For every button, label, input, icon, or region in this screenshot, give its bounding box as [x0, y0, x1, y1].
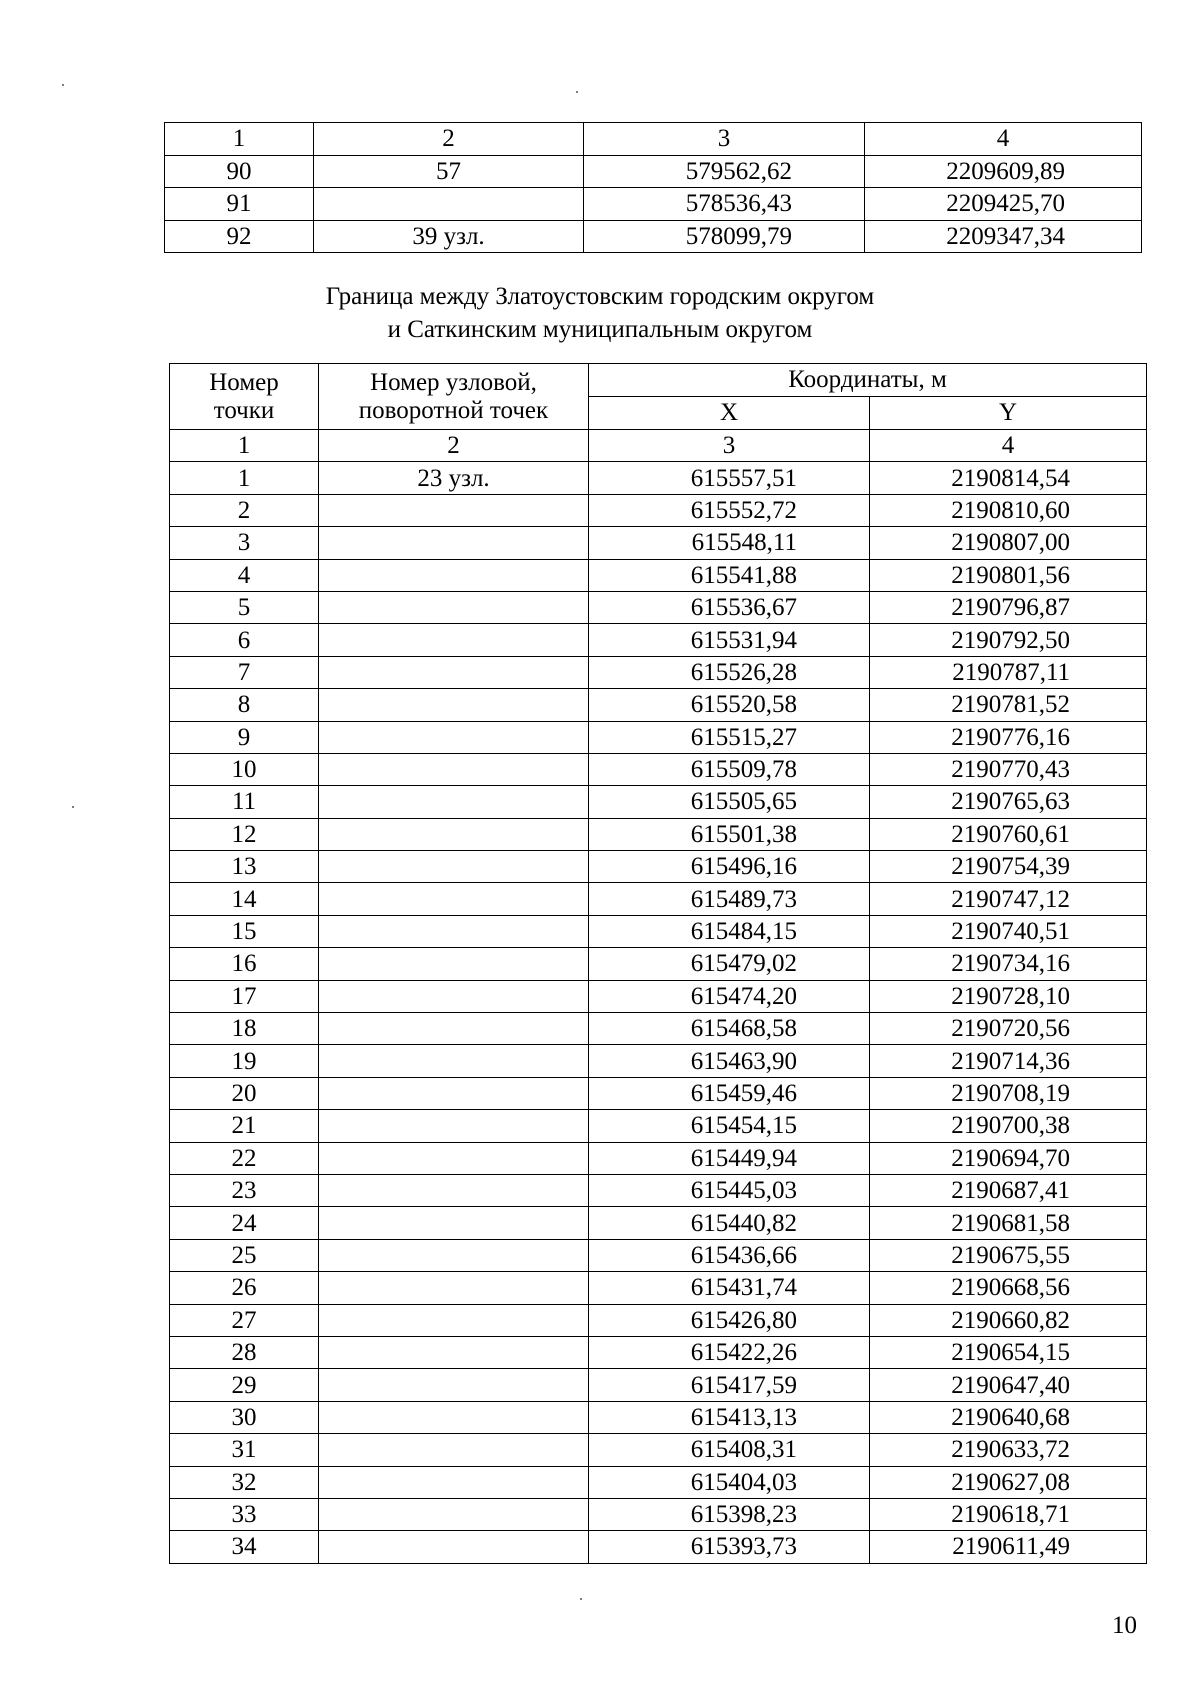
- cell-node: [314, 188, 584, 221]
- cell-y: 2190640,68: [870, 1401, 1147, 1433]
- cell-point: 21: [170, 1110, 319, 1142]
- column-number-cell: 3: [589, 430, 870, 462]
- cell-point: 25: [170, 1239, 319, 1271]
- cell-node: 57: [314, 155, 584, 188]
- cell-y: 2190654,15: [870, 1336, 1147, 1368]
- table-row: [170, 591, 1147, 623]
- table-row: [170, 1013, 1147, 1045]
- table-row: [170, 462, 1147, 494]
- cell-x: 615509,78: [589, 753, 870, 785]
- cell-node: [319, 1239, 589, 1271]
- cell-point: 31: [170, 1434, 319, 1466]
- cell-x: 615449,94: [589, 1142, 870, 1174]
- cell-x: 615413,13: [589, 1401, 870, 1433]
- table-row: [170, 721, 1147, 753]
- cell-x: 615436,66: [589, 1239, 870, 1271]
- table-row: [170, 786, 1147, 818]
- cell-y: 2190740,51: [870, 915, 1147, 947]
- table-row: [170, 1142, 1147, 1174]
- table-row: [165, 188, 1142, 221]
- section-title: [0, 280, 1200, 346]
- table-row: [170, 1336, 1147, 1368]
- header-row: [170, 364, 1147, 397]
- cell-y: 2190675,55: [870, 1239, 1147, 1271]
- cell-node: [319, 559, 589, 591]
- table-row: [170, 915, 1147, 947]
- cell-point: 29: [170, 1369, 319, 1401]
- cell-node: [319, 1077, 589, 1109]
- cell-node: [319, 1110, 589, 1142]
- cell-x: 615463,90: [589, 1045, 870, 1077]
- column-number-cell: 2: [319, 430, 589, 462]
- scan-speck: [72, 806, 74, 808]
- cell-point: 28: [170, 1336, 319, 1368]
- cell-x: 615505,65: [589, 786, 870, 818]
- cell-x: 615489,73: [589, 883, 870, 915]
- cell-x: 615431,74: [589, 1272, 870, 1304]
- cell-y: 2190754,39: [870, 851, 1147, 883]
- cell-point: 4: [170, 559, 319, 591]
- cell-node: [319, 1142, 589, 1174]
- cell-x: 615454,15: [589, 1110, 870, 1142]
- section-title-line: Граница между Златоустовским городским округом: [325, 283, 875, 310]
- header-x: X: [589, 397, 870, 430]
- cell-x: 615552,72: [589, 494, 870, 526]
- cell-point: 32: [170, 1466, 319, 1498]
- cell-y: 2190728,10: [870, 980, 1147, 1012]
- cell-x: 615408,31: [589, 1434, 870, 1466]
- table-row: [170, 980, 1147, 1012]
- table-row: [170, 948, 1147, 980]
- table-row: [170, 1369, 1147, 1401]
- column-number-row: [170, 430, 1147, 462]
- cell-x: 615426,80: [589, 1304, 870, 1336]
- scan-speck: [580, 1598, 582, 1600]
- cell-y: 2190801,56: [870, 559, 1147, 591]
- cell-y: 2190660,82: [870, 1304, 1147, 1336]
- cell-node: [319, 883, 589, 915]
- cell-y: 2190781,52: [870, 689, 1147, 721]
- table-row: [165, 155, 1142, 188]
- cell-y: 2190734,16: [870, 948, 1147, 980]
- cell-y: 2190776,16: [870, 721, 1147, 753]
- table-row: [170, 1531, 1147, 1563]
- cell-node: [319, 980, 589, 1012]
- cell-node: [319, 721, 589, 753]
- cell-x: 615548,11: [589, 527, 870, 559]
- cell-node: [319, 591, 589, 623]
- cell-node: [319, 948, 589, 980]
- cell-y: 2190720,56: [870, 1013, 1147, 1045]
- table-row: [170, 1045, 1147, 1077]
- cell-point: 18: [170, 1013, 319, 1045]
- cell-point: 22: [170, 1142, 319, 1174]
- cell-node: [319, 786, 589, 818]
- table-row: [170, 494, 1147, 526]
- table-row: [165, 220, 1142, 253]
- cell-point: 23: [170, 1174, 319, 1206]
- cell-y: 2190618,71: [870, 1498, 1147, 1530]
- cell-x: 615520,58: [589, 689, 870, 721]
- cell-node: [319, 494, 589, 526]
- cell-node: [319, 1336, 589, 1368]
- cell-point: 12: [170, 818, 319, 850]
- column-number-cell: 4: [865, 123, 1142, 156]
- header-node-number: Номер узловой, поворотной точек: [319, 364, 589, 430]
- cell-point: 19: [170, 1045, 319, 1077]
- cell-node: [319, 1304, 589, 1336]
- cell-y: 2190694,70: [870, 1142, 1147, 1174]
- cell-x: 578536,43: [584, 188, 865, 221]
- column-number-row: [165, 123, 1142, 156]
- cell-y: 2190760,61: [870, 818, 1147, 850]
- column-number-cell: 3: [584, 123, 865, 156]
- cell-x: 615536,67: [589, 591, 870, 623]
- cell-node: [319, 1434, 589, 1466]
- cell-node: [319, 1401, 589, 1433]
- table-row: [170, 1304, 1147, 1336]
- cell-point: 15: [170, 915, 319, 947]
- cell-point: 8: [170, 689, 319, 721]
- cell-point: 5: [170, 591, 319, 623]
- table-row: [170, 1434, 1147, 1466]
- cell-x: 615496,16: [589, 851, 870, 883]
- cell-node: 39 узл.: [314, 220, 584, 253]
- cell-y: 2190807,00: [870, 527, 1147, 559]
- cell-node: [319, 624, 589, 656]
- table-row: [170, 1110, 1147, 1142]
- cell-point: 33: [170, 1498, 319, 1530]
- cell-point: 11: [170, 786, 319, 818]
- cell-x: 578099,79: [584, 220, 865, 253]
- table-row: [170, 1466, 1147, 1498]
- page-number: 10: [1112, 1612, 1137, 1639]
- cell-node: [319, 851, 589, 883]
- table-row: [170, 883, 1147, 915]
- cell-point: 24: [170, 1207, 319, 1239]
- cell-point: 1: [170, 462, 319, 494]
- cell-y: 2190700,38: [870, 1110, 1147, 1142]
- cell-node: [319, 915, 589, 947]
- cell-node: [319, 1466, 589, 1498]
- cell-point: 17: [170, 980, 319, 1012]
- table-row: [170, 559, 1147, 591]
- cell-point: 34: [170, 1531, 319, 1563]
- cell-y: 2190714,36: [870, 1045, 1147, 1077]
- cell-y: 2190810,60: [870, 494, 1147, 526]
- cell-y: 2190668,56: [870, 1272, 1147, 1304]
- cell-node: 23 узл.: [319, 462, 589, 494]
- cell-x: 615393,73: [589, 1531, 870, 1563]
- cell-y: 2190814,54: [870, 462, 1147, 494]
- cell-node: [319, 527, 589, 559]
- section-title-line: и Саткинским муниципальным округом: [387, 316, 813, 343]
- cell-node: [319, 1498, 589, 1530]
- table-row: [170, 656, 1147, 688]
- cell-y: 2190708,19: [870, 1077, 1147, 1109]
- cell-node: [319, 1045, 589, 1077]
- cell-node: [319, 818, 589, 850]
- header-point-number: Номер точки: [170, 364, 319, 430]
- cell-x: 615541,88: [589, 559, 870, 591]
- cell-y: 2190787,11: [870, 656, 1147, 688]
- cell-y: 2190792,50: [870, 624, 1147, 656]
- cell-x: 615445,03: [589, 1174, 870, 1206]
- cell-point: 26: [170, 1272, 319, 1304]
- cell-point: 27: [170, 1304, 319, 1336]
- cell-x: 615557,51: [589, 462, 870, 494]
- cell-x: 615468,58: [589, 1013, 870, 1045]
- cell-x: 615484,15: [589, 915, 870, 947]
- cell-x: 615501,38: [589, 818, 870, 850]
- cell-x: 615474,20: [589, 980, 870, 1012]
- cell-x: 615417,59: [589, 1369, 870, 1401]
- cell-x: 615440,82: [589, 1207, 870, 1239]
- cell-y: 2209609,89: [865, 155, 1142, 188]
- table-row: [170, 753, 1147, 785]
- cell-point: 10: [170, 753, 319, 785]
- cell-point: 7: [170, 656, 319, 688]
- scan-speck: [576, 91, 578, 93]
- cell-point: 2: [170, 494, 319, 526]
- cell-point: 6: [170, 624, 319, 656]
- table-row: [170, 1077, 1147, 1109]
- cell-x: 615515,27: [589, 721, 870, 753]
- cell-point: 16: [170, 948, 319, 980]
- column-number-cell: 4: [870, 430, 1147, 462]
- cell-point: 20: [170, 1077, 319, 1109]
- table-row: [170, 1174, 1147, 1206]
- table-row: [170, 527, 1147, 559]
- column-number-cell: 1: [165, 123, 314, 156]
- table-row: [170, 624, 1147, 656]
- table-row: [170, 1401, 1147, 1433]
- cell-x: 615459,46: [589, 1077, 870, 1109]
- table-row: [170, 818, 1147, 850]
- cell-y: 2190681,58: [870, 1207, 1147, 1239]
- cell-point: 3: [170, 527, 319, 559]
- cell-y: 2190647,40: [870, 1369, 1147, 1401]
- cell-node: [319, 689, 589, 721]
- cell-y: 2190747,12: [870, 883, 1147, 915]
- cell-point: 91: [165, 188, 314, 221]
- cell-y: 2190627,08: [870, 1466, 1147, 1498]
- cell-point: 9: [170, 721, 319, 753]
- cell-node: [319, 1013, 589, 1045]
- cell-y: 2209425,70: [865, 188, 1142, 221]
- cell-point: 90: [165, 155, 314, 188]
- cell-x: 615531,94: [589, 624, 870, 656]
- cell-point: 14: [170, 883, 319, 915]
- cell-y: 2190687,41: [870, 1174, 1147, 1206]
- column-number-cell: 1: [170, 430, 319, 462]
- header-y: Y: [870, 397, 1147, 430]
- cell-node: [319, 1174, 589, 1206]
- cell-node: [319, 656, 589, 688]
- table-row: [170, 851, 1147, 883]
- cell-y: 2190611,49: [870, 1531, 1147, 1563]
- cell-y: 2190796,87: [870, 591, 1147, 623]
- cell-y: 2190770,43: [870, 753, 1147, 785]
- cell-x: 579562,62: [584, 155, 865, 188]
- scan-speck: [62, 84, 64, 86]
- header-coordinates: Координаты, м: [589, 364, 1147, 397]
- cell-point: 30: [170, 1401, 319, 1433]
- cell-node: [319, 1369, 589, 1401]
- cell-y: 2209347,34: [865, 220, 1142, 253]
- cell-y: 2190633,72: [870, 1434, 1147, 1466]
- cell-point: 92: [165, 220, 314, 253]
- cell-node: [319, 1207, 589, 1239]
- coordinates-table: [169, 363, 1147, 1564]
- cell-x: 615479,02: [589, 948, 870, 980]
- cell-x: 615526,28: [589, 656, 870, 688]
- table-row: [170, 1498, 1147, 1530]
- column-number-cell: 2: [314, 123, 584, 156]
- table-row: [170, 689, 1147, 721]
- table-row: [170, 1207, 1147, 1239]
- cell-y: 2190765,63: [870, 786, 1147, 818]
- cell-node: [319, 1272, 589, 1304]
- cell-point: 13: [170, 851, 319, 883]
- cell-node: [319, 753, 589, 785]
- cell-x: 615404,03: [589, 1466, 870, 1498]
- cell-node: [319, 1531, 589, 1563]
- table-row: [170, 1272, 1147, 1304]
- cell-x: 615422,26: [589, 1336, 870, 1368]
- table-row: [170, 1239, 1147, 1271]
- continuation-table: [164, 122, 1142, 253]
- cell-x: 615398,23: [589, 1498, 870, 1530]
